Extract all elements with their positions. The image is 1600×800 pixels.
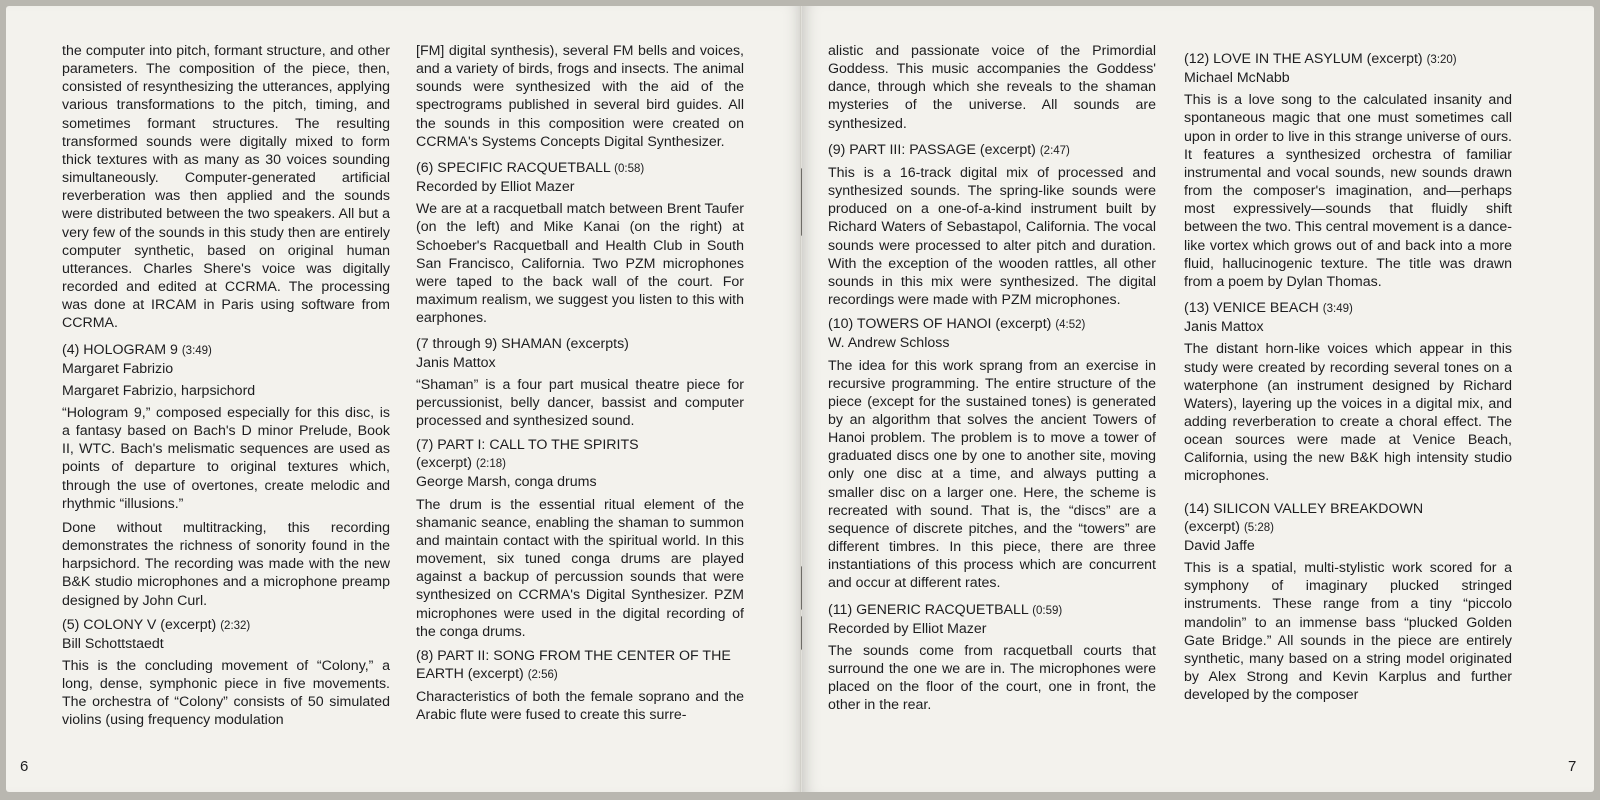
- track-14-title: (14) SILICON VALLEY BREAKDOWN: [1184, 500, 1424, 517]
- track-5-title: [62, 616, 390, 635]
- right-column-2: [1184, 50, 1512, 710]
- track-12-time: (3:20): [1426, 54, 1457, 66]
- page-number-left: 6: [20, 758, 29, 775]
- track-7-excerpt-label: (excerpt): [416, 455, 472, 472]
- tracks-7-9-description: “Shaman” is a four part musical theatre piece for percussionist, belly dancer, bassist and computer processed and synthesized sound.: [416, 376, 744, 429]
- track-10-title: [828, 315, 1156, 334]
- track-14-subtitle: [1184, 518, 1512, 537]
- track-13-title: [1184, 299, 1512, 318]
- track-7-title: (7) PART I: CALL TO THE SPIRITS: [416, 437, 639, 454]
- track-4-description-2: Done without multitracking, this recording demonstrates the richness of sonority found in the harpsichord. The recording was made with the new B&K studio microphones and a microphone preamp designed by John Curl.: [62, 519, 390, 609]
- track-14-description: This is a spatial, multi-stylistic work scored for a symphony of imaginary plucked stringed instruments. These range from a tiny “piccolo mandolin” to an immense bass “plucked Golden Gate Bridge.” All sounds in the piece are entirely synthetic, many based on a string model originated by Alex Strong and Kevin Karplus and further developed by the composer: [1184, 560, 1512, 704]
- track-7-subtitle: [416, 454, 744, 473]
- track-11-recorded-by: Recorded by Elliot Mazer: [828, 620, 987, 637]
- track-12-composer: Michael McNabb: [1184, 70, 1290, 87]
- track-6-title: [416, 159, 744, 178]
- track-9-name: (9) PART III: PASSAGE (excerpt): [828, 141, 1036, 158]
- page-number-right: 7: [1568, 758, 1577, 775]
- left-column-2: [416, 42, 744, 730]
- track-11-description: The sounds come from racquetball courts that surround the one we are in. The microphones were placed on the floor of the court, one in front, the other in the rear.: [828, 642, 1156, 714]
- track-11-title: [828, 601, 1156, 620]
- track-6-recorded-by: Recorded by Elliot Mazer: [416, 179, 575, 196]
- left-page: [6, 6, 802, 792]
- track-9-description: This is a 16-track digital mix of processed and synthesized sounds. The spring-like sounds were produced on a one-of-a-kind instrument built by Richard Waters of Sebastapol, California. The vocal sounds were processed to alter pitch and duration. With the exception of the wooden rattles, all other sounds in this mix were synthesized. The digital recordings were made with PZM microphones.: [828, 164, 1156, 309]
- track-6-description: We are at a racquetball match between Brent Taufer (on the left) and Mike Kanai (on the right) at Schoeber's Racquetball and Health Club in South San Francisco, California. Two PZM microphones were taped to the back wall of the court. For maximum realism, we suggest you listen to this with earphones.: [416, 201, 744, 327]
- track-14-composer: David Jaffe: [1184, 537, 1255, 554]
- track-13-description: The distant horn-like voices which appear in this study were created by recording several tones on a waterphone (an instrument designed by Richard Waters), layering up the voices in a digital mix, and adding reverberation to create a choral effect. The ocean sources were made at Venice Beach, California, using the new B&K high intensity studio microphones.: [1184, 341, 1512, 485]
- track-4-description-1: “Hologram 9,” composed especially for this disc, is a fantasy based on Bach's D minor Prelude, Book II, WTC. Bach's melismatic sequences are used as points of departure to original textures which, through the use of overtones, create melodic and rhythmic “illusions.”: [62, 404, 390, 512]
- track-13-time: (3:49): [1322, 303, 1353, 316]
- track-10-composer: W. Andrew Schloss: [828, 335, 950, 352]
- tracks-7-9-title: (7 through 9) SHAMAN (excerpts): [416, 336, 629, 353]
- track-10-name: (10) TOWERS OF HANOI (excerpt): [828, 316, 1052, 333]
- track-8-description: Characteristics of both the female soprano and the Arabic flute were fused to create this surre-: [416, 689, 744, 724]
- track-12-name: (12) LOVE IN THE ASYLUM (excerpt): [1184, 51, 1423, 67]
- track-5-name: (5) COLONY V (excerpt): [62, 616, 217, 633]
- track-5-time: (2:32): [220, 619, 251, 632]
- track-5-description: This is the concluding movement of “Colony,” a long, dense, symphonic piece in five movements. The orchestra of “Colony” consists of 50 simulated violins (using frequency modulation: [62, 658, 390, 729]
- track-10-time: (4:52): [1055, 319, 1086, 332]
- track-4-composer: Margaret Fabrizio: [62, 360, 174, 377]
- tracks-7-9-composer: Janis Mattox: [416, 354, 496, 371]
- track-10-description: The idea for this work sprang from an exercise in recursive programming. The entire structure of the piece (except for the sustained tones) is generated by an algorithm that solves the ancient Towers of Hanoi problem. The problem is to move a tower of graduated discs one by one to another site, moving only one disc at a time, and always putting a smaller disc on a larger one. Here, the scheme is recreated with sound. That is, the “discs” are a sequence of discrete pitches, and the “towers” are different timbres. In this piece, there are three instantiations of this process which are concurrent and occur at different rates.: [828, 357, 1156, 592]
- track-4-title: [62, 341, 390, 360]
- track-7-time: (2:18): [475, 458, 506, 471]
- track-7-description: The drum is the essential ritual element of the shamanic seance, enabling the shaman to summon and maintain contact with the spiritual world. In this movement, six tuned conga drums are played against a backup of percussion sounds that were synthesized on CCRMA's Digital Synthesizer. PZM microphones were used in the digital recording of the conga drums.: [416, 496, 744, 640]
- track-9-time: (2:47): [1039, 144, 1070, 157]
- track-6-time: (0:58): [614, 162, 645, 175]
- track-9-title: [828, 141, 1156, 160]
- track-6-name: (6) SPECIFIC RACQUETBALL: [416, 159, 611, 176]
- track-12-title: [1184, 50, 1512, 69]
- col1-intro-paragraph: the computer into pitch, formant structure, and other parameters. The composition of the piece, then, consisted of resynthesizing the utterances, applying various transformations to the pitch, timing, and sometimes formant structures. The resulting transformed sounds were digitally mixed to form thick textures with as many as 30 voices sounding simultaneously. Computer-generated artificial reverberation was then applied and the sounds were distributed between the two speakers. All but a very few of the sounds in this study then are entirely computer synthetic, based on original human utterances. Charles Shere's voice was digitally recorded and edited at CCRMA. The processing was done at IRCAM in Paris using software from CCRMA.: [62, 43, 390, 332]
- left-column-1: [62, 42, 390, 736]
- track-7-performer: George Marsh, conga drums: [416, 474, 597, 491]
- right-column-1: [828, 42, 1156, 720]
- track-11-name: (11) GENERIC RACQUETBALL: [828, 601, 1029, 618]
- track-4-performer: Margaret Fabrizio, harpsichord: [62, 382, 256, 399]
- track-8-title: [416, 647, 744, 684]
- track-14-excerpt-label: (excerpt): [1184, 518, 1240, 535]
- track-14-time: (5:28): [1243, 521, 1274, 534]
- track-4-name: (4) HOLOGRAM 9: [62, 341, 178, 358]
- col3-intro-paragraph: alistic and passionate voice of the Primordial Goddess. This music accompanies the Goddess' dance, through which she reveals to the shaman mysteries of the universe. All sounds are synthesized.: [828, 43, 1156, 132]
- track-5-composer: Bill Schottstaedt: [62, 635, 164, 652]
- track-8-time: (2:56): [527, 669, 558, 681]
- track-8-name: (8) PART II: SONG FROM THE CENTER OF THE EARTH (excerpt): [416, 647, 731, 682]
- right-page: [802, 6, 1594, 792]
- col2-intro-paragraph: [FM] digital synthesis), several FM bells and voices, and a variety of birds, frogs and insects. The animal sounds were synthesized with the aid of the spectrograms published in several bird guides. All the sounds in this composition were created on CCRMA's Systems Concepts Digital Synthesizer.: [416, 43, 744, 150]
- track-13-name: (13) VENICE BEACH: [1184, 300, 1319, 317]
- track-13-composer: Janis Mattox: [1184, 319, 1264, 336]
- track-4-time: (3:49): [181, 344, 212, 357]
- track-12-description: This is a love song to the calculated insanity and spontaneous magic that one must sometimes call upon in order to live in this strange universe of ours. It features a synthesized orchestra of familiar instrumental and vocal sounds, new sounds drawn from the composer's imagination, and—perhaps most expressively—sounds that fluidly shift between the two. This central movement is a dance-like vortex which grows out of and back into a more fluid, hallucinogenic texture. The title was drawn from a poem by Dylan Thomas.: [1184, 92, 1512, 290]
- track-11-time: (0:59): [1032, 604, 1063, 617]
